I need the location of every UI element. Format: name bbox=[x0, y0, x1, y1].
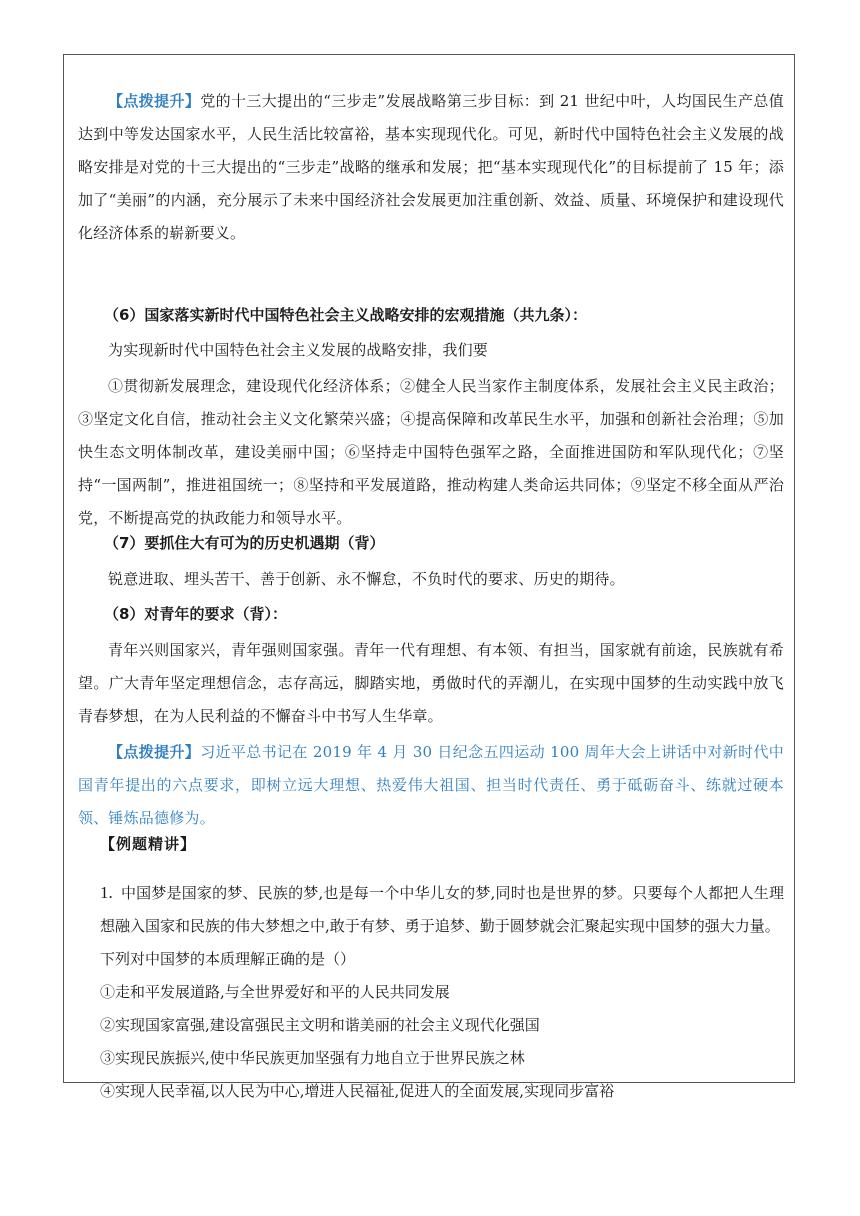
section-7-heading: （7）要抓住大有可为的历史机遇期（背） bbox=[104, 534, 385, 552]
tip-paragraph-1 bbox=[78, 85, 784, 250]
tip-text: 党的十三大提出的“三步走”发展战略第三步目标：到 21 世纪中叶，人均国民生产总值达到中等发达国家水平，人民生活比较富裕，基本实现现代化。可见，新时代中国特色社会主义发展的战略安排是对党的十三大提出的“三步走”战略的继承和发展；把“基本实现现代化”的目标提前了 15 年；添加了“美丽”的内涵，充分展示了未来中国经济社会发展更加注重创新、效益、质量、环境保护和建设现代化经济体系的崭新要义。 bbox=[78, 92, 784, 242]
question-number: 1. bbox=[100, 883, 113, 902]
option-1: ①走和平发展道路,与全世界爱好和平的人民共同发展 bbox=[100, 983, 450, 1001]
tip-text: 习近平总书记在 2019 年 4 月 30 日纪念五四运动 100 周年大会上讲话中对新时代中国青年提出的六点要求，即树立远大理想、热爱伟大祖国、担当时代责任、勇于砥砺奋斗、练就过硬本领、锤炼品德修为。 bbox=[78, 743, 785, 827]
section-6-intro: 为实现新时代中国特色社会主义发展的战略安排，我们要 bbox=[108, 341, 489, 359]
section-8-body: 青年兴则国家兴，青年强则国家强。青年一代有理想、有本领、有担当，国家就有前途，民族就有希望。广大青年坚定理想信念，志存高远，脚踏实地，勇做时代的弄潮儿，在实现中国梦的生动实践中放飞青春梦想，在为人民利益的不懈奋斗中书写人生华章。 bbox=[78, 641, 784, 725]
option-4: ④实现人民幸福,以人民为中心,增进人民福祉,促进人的全面发展,实现同步富裕 bbox=[100, 1082, 615, 1100]
tip-tag: 【点拨提升】 bbox=[108, 743, 201, 761]
option-2: ②实现国家富强,建设富强民主文明和谐美丽的社会主义现代化强国 bbox=[100, 1016, 540, 1034]
section-8-heading: （8）对青年的要求（背）： bbox=[104, 605, 287, 623]
tip-paragraph-2 bbox=[78, 736, 784, 835]
tip-tag: 【点拨提升】 bbox=[108, 92, 201, 110]
question-1 bbox=[100, 876, 784, 1108]
section-6-body: ①贯彻新发展理念，建设现代化经济体系；②健全人民当家作主制度体系，发展社会主义民主政治；③坚定文化自信，推动社会主义文化繁荣兴盛；④提高保障和改革民生水平，加强和创新社会治理；⑤加快生态文明体制改革，建设美丽中国；⑥坚持走中国特色强军之路，全面推进国防和军队现代化；⑦坚持“一国两制”，推进祖国统一；⑧坚持和平发展道路，推动构建人类命运共同体；⑨坚定不移全面从严治党，不断提高党的执政能力和领导水平。 bbox=[78, 377, 784, 527]
section-7-body: 锐意进取、埋头苦干、善于创新、永不懈怠，不负时代的要求、历史的期待。 bbox=[108, 570, 625, 588]
section-6-heading: （6）国家落实新时代中国特色社会主义战略安排的宏观措施（共九条）： bbox=[104, 306, 587, 324]
option-3: ③实现民族振兴,使中华民族更加坚强有力地自立于世界民族之林 bbox=[100, 1049, 525, 1067]
question-prompt: 下列对中国梦的本质理解正确的是（） bbox=[100, 950, 356, 968]
question-stem bbox=[100, 876, 784, 943]
question-stem-text: 中国梦是国家的梦、民族的梦,也是每一个中华儿女的梦,同时也是世界的梦。只要每个人都把人生理想融入国家和民族的伟大梦想之中,敢于有梦、勇于追梦、勤于圆梦就会汇聚起实现中国梦的强大力量。 bbox=[100, 884, 784, 935]
examples-title: 【例题精讲】 bbox=[100, 835, 197, 853]
